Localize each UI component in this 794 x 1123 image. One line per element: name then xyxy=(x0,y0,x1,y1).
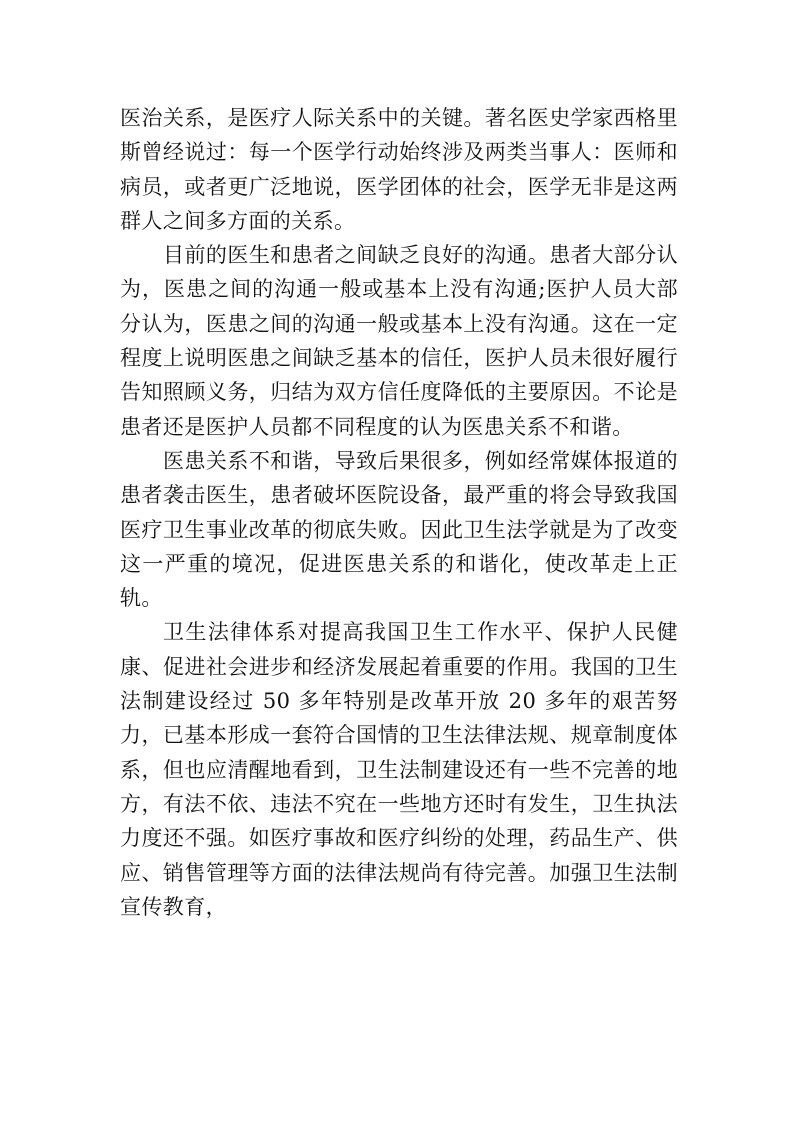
paragraph-2: 目前的医生和患者之间缺乏良好的沟通。患者大部分认为，医患之间的沟通一般或基本上没有沟通;医护人员大部分认为，医患之间的沟通一般或基本上没有沟通。这在一定程度上说明医患之间缺乏基本的信任，医护人员未很好履行告知照顾义务，归结为双方信任度降低的主要原因。不论是患者还是医护人员都不同程度的认为医患关系不和谐。 xyxy=(120,243,678,439)
paragraph-4: 卫生法律体系对提高我国卫生工作水平、保护人民健康、促进社会进步和经济发展起着重要的作用。我国的卫生法制建设经过 50 多年特别是改革开放 20 多年的艰苦努力，已基本形成一套符合国情的卫生法律法规、规章制度体系，但也应清醒地看到，卫生法制建设还有一些不完善的地方，有法不依、违法不究在一些地方还时有发生，卫生执法力度还不强。如医疗事故和医疗纠纷的处理，药品生产、供应、销售管理等方面的法律法规尚有待完善。加强卫生法制宣传教育， xyxy=(120,620,678,919)
paragraph-1: 医治关系，是医疗人际关系中的关键。著名医史学家西格里斯曾经说过：每一个医学行动始终涉及两类当事人：医师和病员，或者更广泛地说，医学团体的社会，医学无非是这两群人之间多方面的关系。 xyxy=(120,106,678,233)
paragraph-3: 医患关系不和谐，导致后果很多，例如经常媒体报道的患者袭击医生，患者破坏医院设备，最严重的将会导致我国医疗卫生事业改革的彻底失败。因此卫生法学就是为了改变这一严重的境况，促进医患关系的和谐化，使改革走上正轨。 xyxy=(120,448,678,611)
document-body xyxy=(120,101,678,924)
